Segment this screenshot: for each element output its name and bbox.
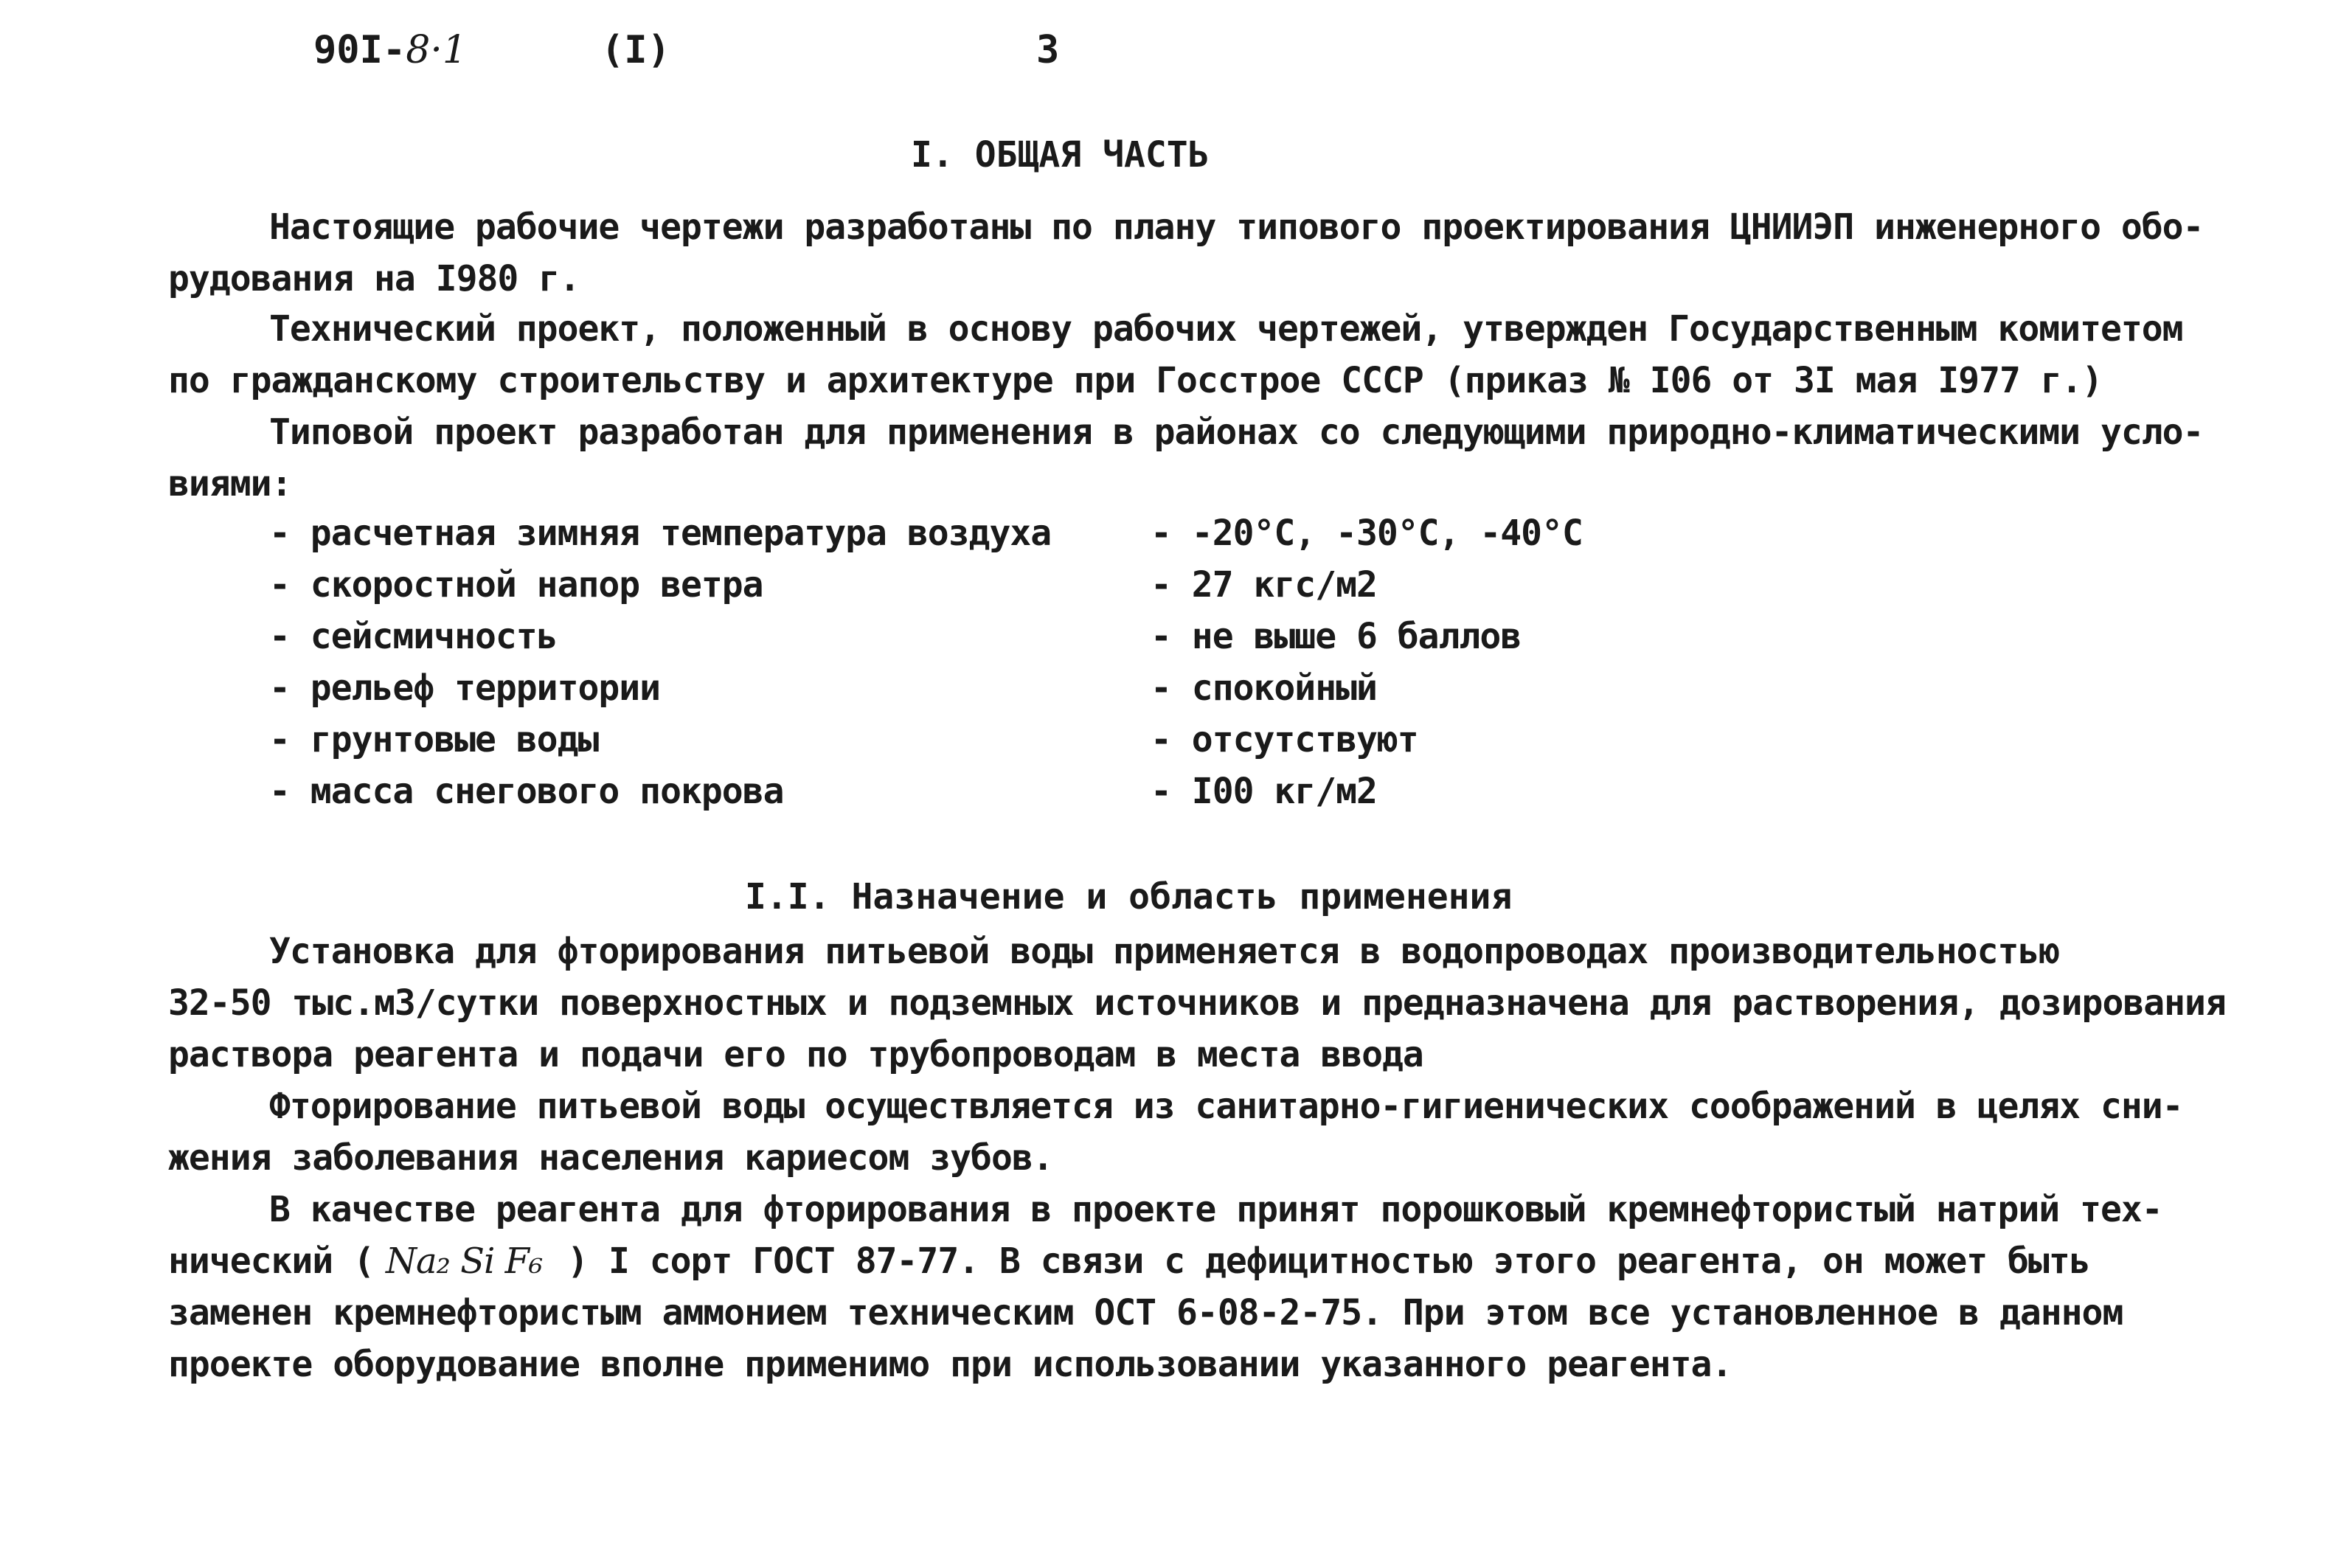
- paragraph-line: раствора реагента и подачи его по трубопроводам в места ввода: [168, 1034, 1423, 1075]
- text-fragment: ) I сорт ГОСТ 87-77. В связи с дефицитностью этого реагента, он может быть: [567, 1241, 2090, 1282]
- condition-value: - спокойный: [1151, 667, 1377, 709]
- paragraph-line: жения заболевания населения кариесом зубов.: [168, 1137, 1053, 1179]
- condition-value: - отсутствуют: [1151, 719, 1418, 760]
- doc-code: [313, 28, 467, 72]
- condition-param: - скоростной напор ветра: [269, 564, 763, 606]
- subsection-title: I.I. Назначение и область применения: [745, 876, 1513, 917]
- paragraph-line: виями:: [168, 463, 292, 504]
- paragraph-line: проекте оборудование вполне применимо при использовании указанного реагента.: [168, 1344, 1732, 1385]
- condition-param: - сейсмичность: [269, 616, 558, 657]
- condition-param: - расчетная зимняя температура воздуха: [269, 513, 1052, 554]
- paragraph-line-formula: [168, 1241, 2090, 1282]
- paragraph-line: Настоящие рабочие чертежи разработаны по плану типового проектирования ЦНИИЭП инженерного обо-: [269, 207, 2204, 248]
- paragraph-line: Технический проект, положенный в основу рабочих чертежей, утвержден Государственным комитетом: [269, 308, 2183, 350]
- text-fragment: нический (: [168, 1241, 374, 1282]
- paragraph-line: В качестве реагента для фторирования в проекте принят порошковый кремнефтористый натрий тех-: [269, 1189, 2162, 1230]
- condition-param: - масса снегового покрова: [269, 771, 784, 812]
- doc-code-handwritten: 8·1: [406, 28, 467, 72]
- condition-param: - грунтовые воды: [269, 719, 599, 760]
- paragraph-line: по гражданскому строительству и архитектуре при Госстрое СССР (приказ № I06 от 3I мая I977 г.): [168, 360, 2103, 401]
- doc-code-printed: 90I-: [313, 28, 406, 72]
- condition-param: - рельеф территории: [269, 667, 661, 709]
- page-number: 3: [1036, 28, 1060, 72]
- paragraph-line: рудования на I980 г.: [168, 258, 580, 299]
- paragraph-line: Типовой проект разработан для применения в районах со следующими природно-климатическими усло-: [269, 412, 2204, 453]
- chemical-formula: Na₂ Si F₆: [385, 1241, 543, 1282]
- paragraph-line: Установка для фторирования питьевой воды применяется в водопроводах производительностью: [269, 931, 2060, 972]
- condition-value: - 27 кгс/м2: [1151, 564, 1377, 606]
- condition-value: - -20°С, -30°С, -40°С: [1151, 513, 1583, 554]
- paragraph-line: заменен кремнефтористым аммонием техническим ОСТ 6-08-2-75. При этом все установленное в данном: [168, 1292, 2123, 1333]
- doc-part: (I): [601, 28, 670, 72]
- condition-value: - I00 кг/м2: [1151, 771, 1377, 812]
- paragraph-line: 32-50 тыс.м3/сутки поверхностных и подземных источников и предназначена для растворения, дозирования: [168, 982, 2226, 1024]
- condition-value: - не выше 6 баллов: [1151, 616, 1522, 657]
- section-title: I. ОБЩАЯ ЧАСТЬ: [911, 134, 1210, 176]
- paragraph-line: Фторирование питьевой воды осуществляется из санитарно-гигиенических соображений в целях сни-: [269, 1086, 2183, 1127]
